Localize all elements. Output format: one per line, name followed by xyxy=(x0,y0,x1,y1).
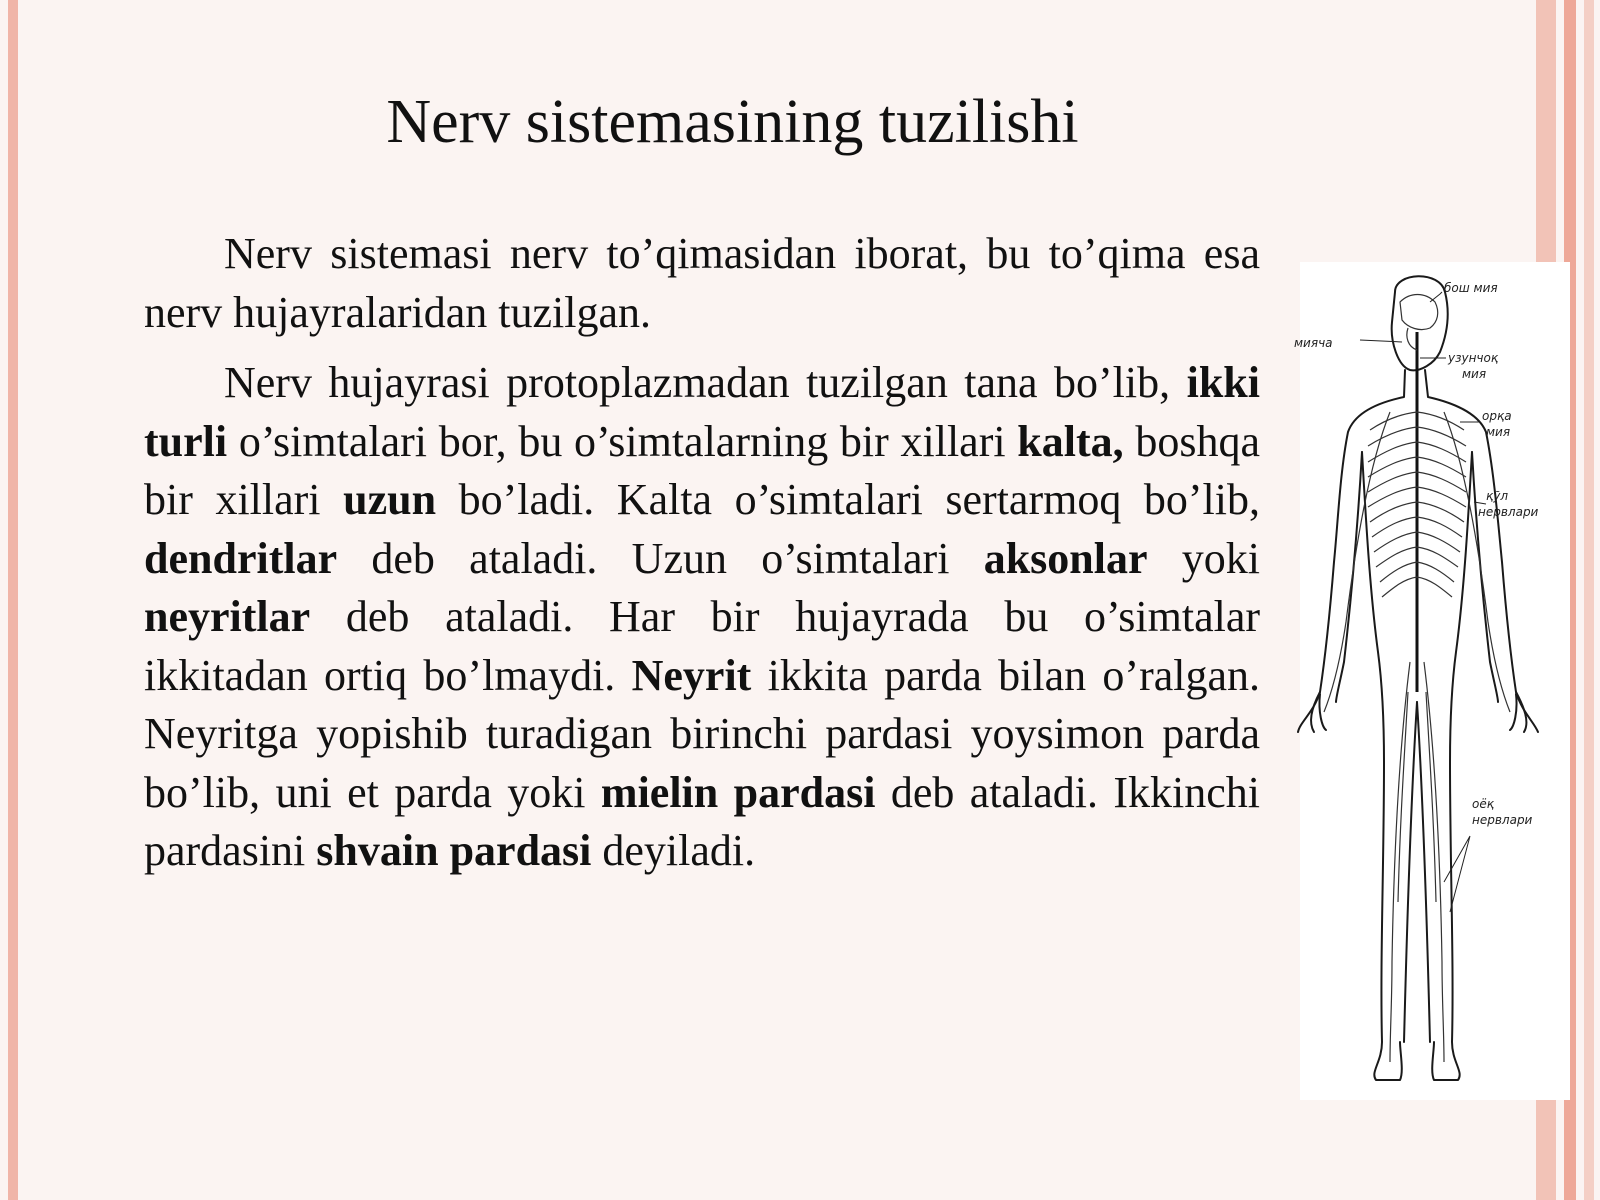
bold-term: dendritlar xyxy=(144,533,338,583)
bold-term: uzun xyxy=(343,475,437,524)
label-cerebellum: мияча xyxy=(1294,336,1333,350)
label-medulla-2: мия xyxy=(1462,367,1487,381)
label-brain: бош мия xyxy=(1444,281,1498,295)
nervous-system-diagram-icon xyxy=(1294,262,1570,1100)
label-arm-nerves-2: нервлари xyxy=(1478,505,1539,519)
bold-term: mielin pardasi xyxy=(600,767,876,817)
bold-term: aksonlar xyxy=(983,533,1148,583)
label-medulla: узунчоқ xyxy=(1448,351,1499,365)
nervous-system-figure xyxy=(1294,262,1570,1100)
slide-body xyxy=(144,225,1260,881)
left-accent-stripe xyxy=(8,0,18,1200)
paragraph-1: Nerv sistemasi nerv to’qimasidan iborat, bu to’qima esa nerv hujayralaridan tuzilgan. xyxy=(144,229,1260,337)
bold-term: Neyrit xyxy=(631,650,752,700)
bold-term: neyritlar xyxy=(144,592,311,641)
bold-term: shvain pardasi xyxy=(316,826,592,875)
right-accent-stripe-light xyxy=(1584,0,1594,1200)
label-spinal: орқа xyxy=(1482,409,1512,423)
label-arm-nerves: қўл xyxy=(1486,489,1509,503)
bold-term: ikki turli xyxy=(144,358,1260,466)
slide-title: Nerv sistemasining tuzilishi xyxy=(386,88,1079,156)
label-leg-nerves: оёқ xyxy=(1472,797,1494,811)
label-leg-nerves-2: нервлари xyxy=(1472,813,1533,827)
paragraph-2: Nerv hujayrasi protoplazmadan tuzilgan tana bo’lib, ikki turli o’simtalari bor, bu o’simtalarning bir xillari kalta, boshqa bir xillari uzun bo’ladi. Kalta o’simtalari sertarmoq bo’lib, dendritlar deb ataladi. Uzun o’simtalari aksonlar yoki neyritlar deb ataladi. Har bir hujayrada bu o’simtalar ikkitadan ortiq bo’lmaydi. Neyrit ikkita parda bilan o’ralgan. Neyritga yopishib turadigan birinchi pardasi yoysimon parda bo’lib, uni et parda yoki mielin pardasi deb ataladi. Ikkinchi pardasini shvain pardasi deyiladi. xyxy=(144,358,1261,875)
label-spinal-2: мия xyxy=(1486,425,1511,439)
bold-term: kalta, xyxy=(1017,416,1124,466)
